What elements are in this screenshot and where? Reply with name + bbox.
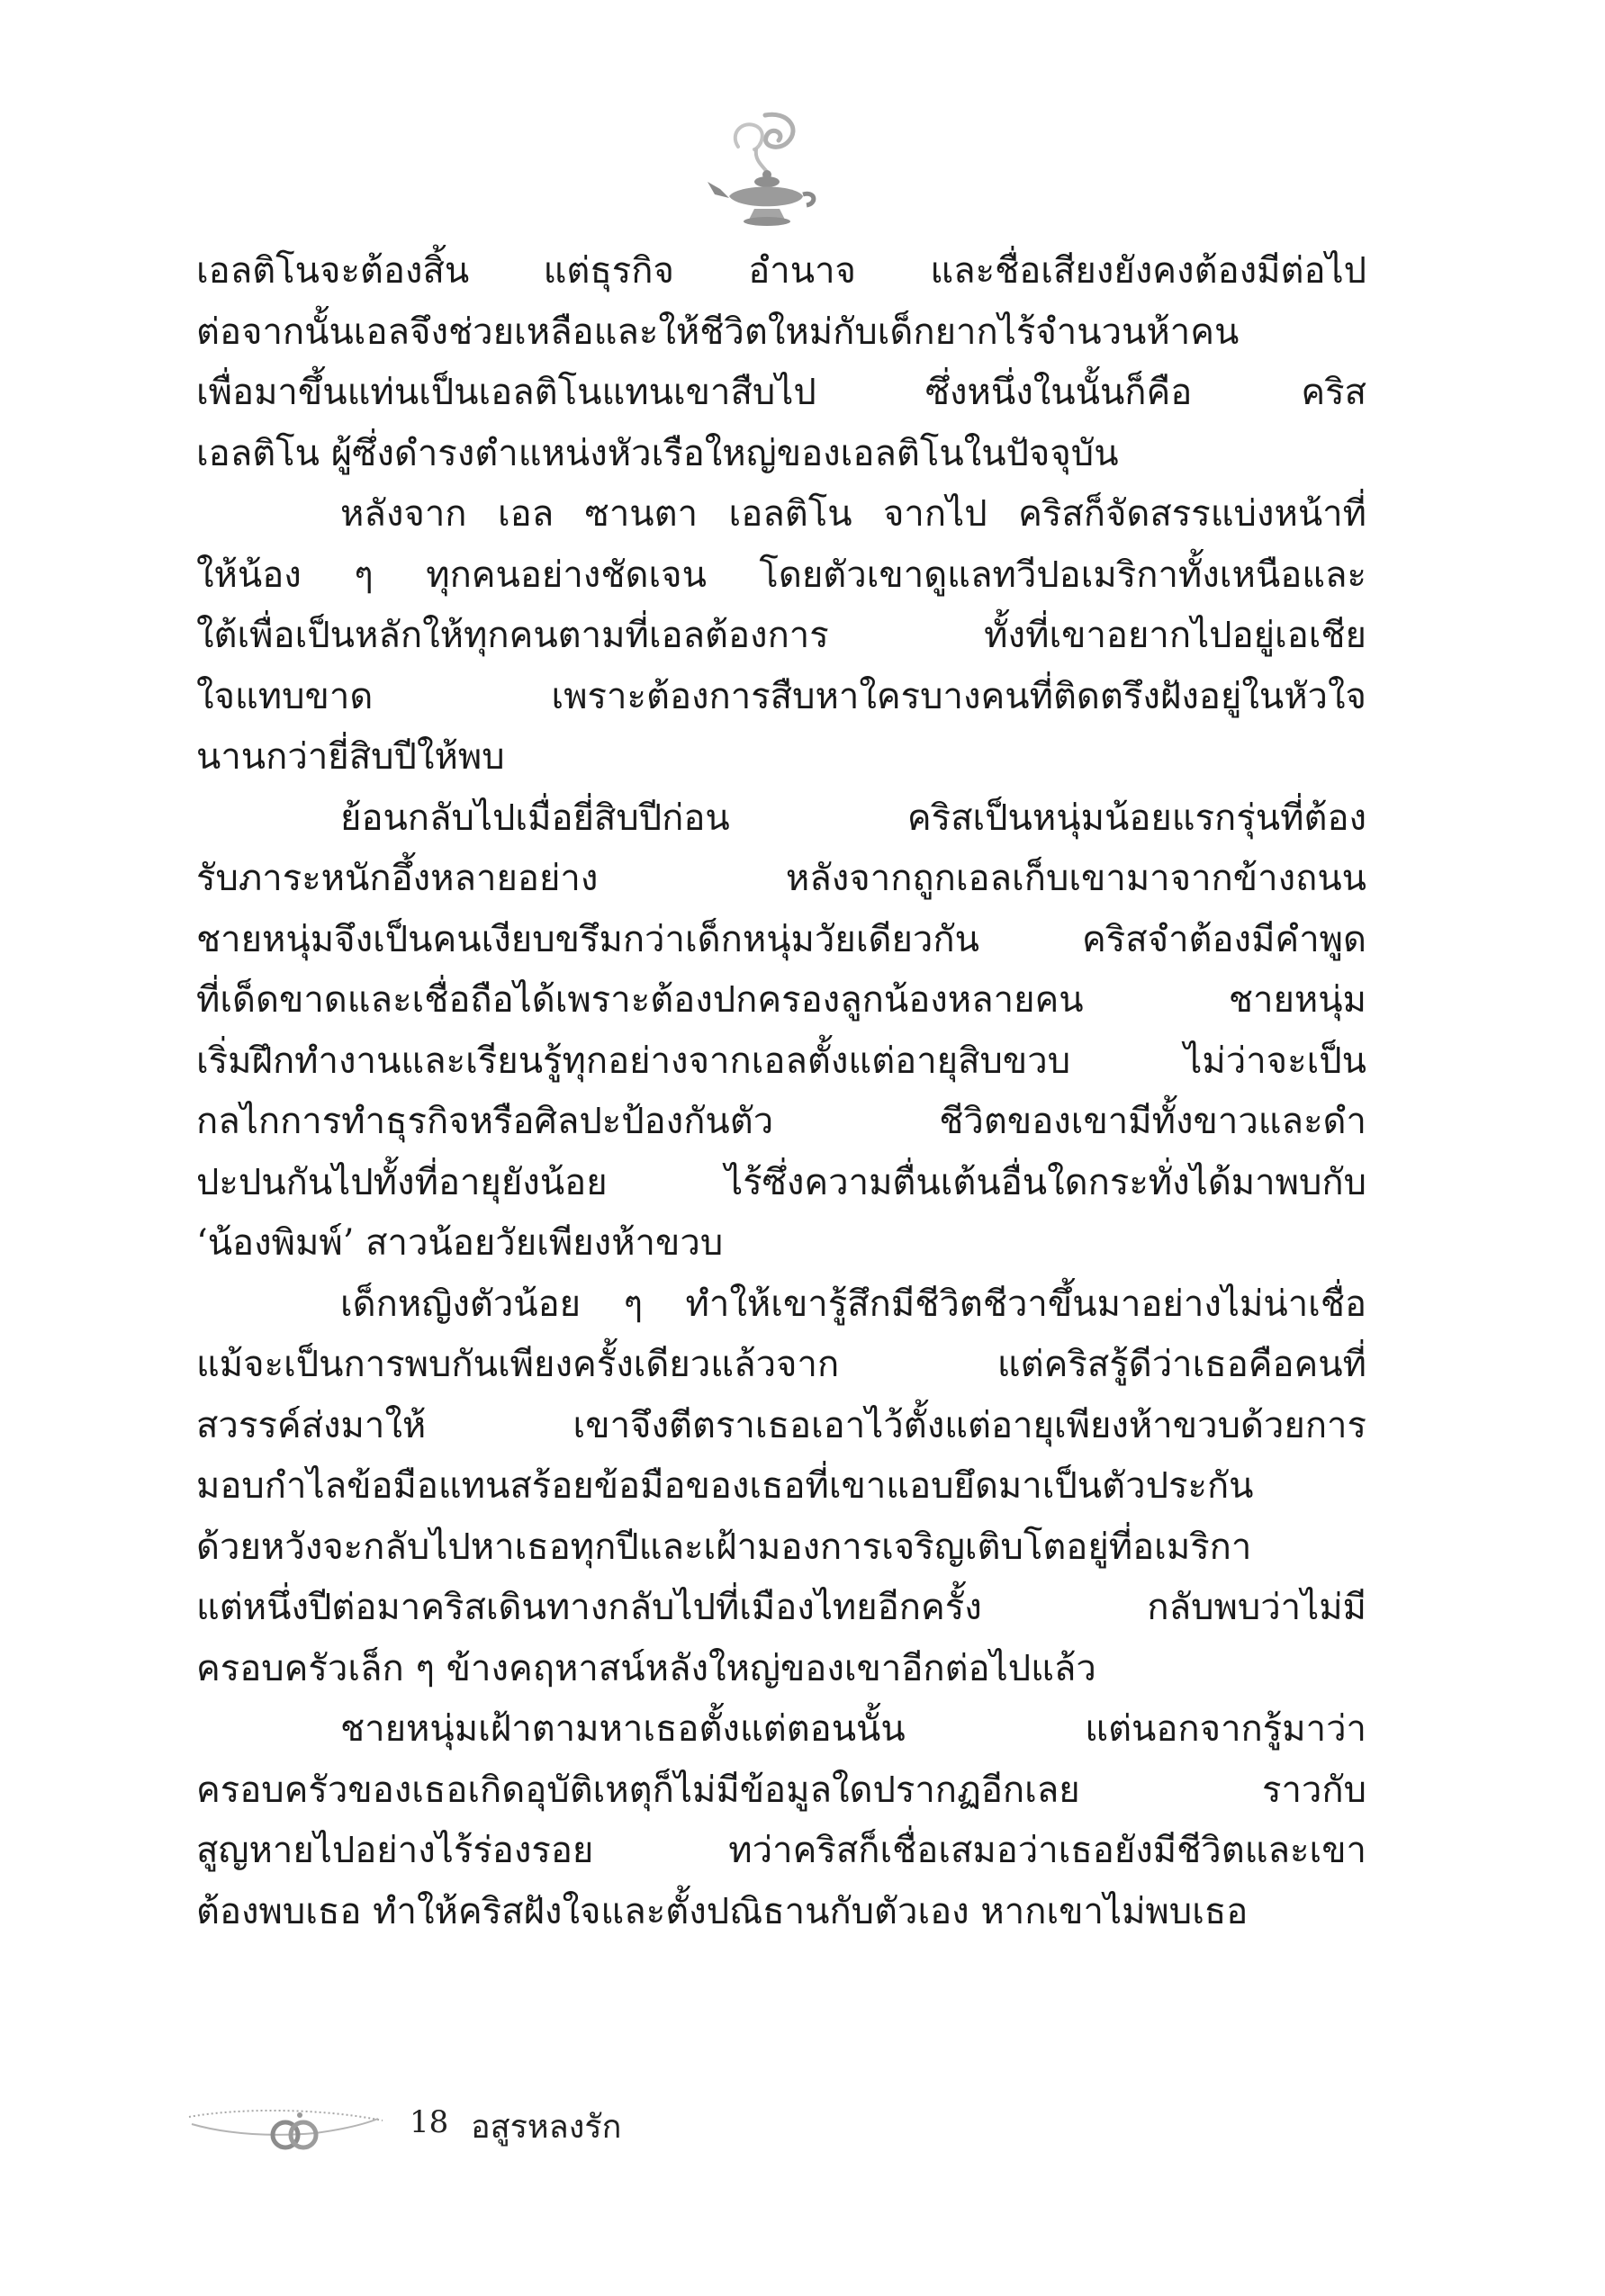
text-line: เพื่อมาขึ้นแท่นเป็นเอลติโนแทนเขาสืบไป ซึ่งหนึ่งในนั้นก็คือ คริส xyxy=(196,372,1366,413)
text-line: ต่อจากนั้นเอลจึงช่วยเหลือและให้ชีวิตใหม่กับเด็กยากไร้จำนวนห้าคน xyxy=(196,311,1240,353)
text-line: ปะปนกันไปทั้งที่อายุยังน้อย ไร้ซึ่งความตื่นเต้นอื่นใดกระทั่งได้มาพบกับ xyxy=(196,1161,1366,1203)
text-line: ‘น้องพิมพ์’ สาวน้อยวัยเพียงห้าขวบ xyxy=(196,1222,724,1264)
page-number: 18 xyxy=(410,2104,449,2140)
text-line: ชายหนุ่มจึงเป็นคนเงียบขรึมกว่าเด็กหนุ่มวัยเดียวกัน คริสจำต้องมีคำพูด xyxy=(196,918,1366,960)
book-title: อสูรหลงรัก xyxy=(471,2109,622,2146)
body-text xyxy=(196,241,1366,1942)
text-line: รับภาระหนักอึ้งหลายอย่าง หลังจากถูกเอลเก็บเขามาจากข้างถนน xyxy=(196,858,1366,899)
text-line: แม้จะเป็นการพบกันเพียงครั้งเดียวแล้วจาก แต่คริสรู้ดีว่าเธอคือคนที่ xyxy=(196,1344,1366,1385)
text-line: สวรรค์ส่งมาให้ เขาจึงตีตราเธอเอาไว้ตั้งแต่อายุเพียงห้าขวบด้วยการ xyxy=(196,1404,1366,1446)
text-line: ที่เด็ดขาดและเชื่อถือได้เพราะต้องปกครองลูกน้องหลายคน ชายหนุ่ม xyxy=(196,979,1366,1021)
paragraph xyxy=(196,241,1366,484)
page-footer xyxy=(185,2097,995,2160)
paragraph xyxy=(196,1699,1366,1942)
text-line: ต้องพบเธอ ทำให้คริสฝังใจและตั้งปณิธานกับตัวเอง หากเขาไม่พบเธอ xyxy=(196,1890,1249,1932)
text-line: ครอบครัวเล็ก ๆ ข้างคฤหาสน์หลังใหญ่ของเขาอีกต่อไปแล้ว xyxy=(196,1647,1096,1689)
text-line: กลไกการทำธุรกิจหรือศิลปะป้องกันตัว ชีวิตของเขามีทั้งขาวและดำ xyxy=(196,1101,1366,1142)
text-line: เอลติโนจะต้องสิ้น แต่ธุรกิจ อำนาจ และชื่อเสียงยังคงต้องมีต่อไป xyxy=(196,250,1366,292)
paragraph xyxy=(196,484,1366,788)
text-line: มอบกำไลข้อมือแทนสร้อยข้อมือของเธอที่เขาแอบยึดมาเป็นตัวประกัน xyxy=(196,1465,1254,1507)
paragraph xyxy=(196,788,1366,1274)
text-line: ชายหนุ่มเฝ้าตามหาเธอตั้งแต่ตอนนั้น แต่นอกจากรู้มาว่า xyxy=(340,1708,1366,1750)
magic-lamp-ornament-icon xyxy=(702,106,819,237)
text-line: ใจแทบขาด เพราะต้องการสืบหาใครบางคนที่ติดตรึงฝังอยู่ในหัวใจ xyxy=(196,675,1366,717)
text-line: ย้อนกลับไปเมื่อยี่สิบปีก่อน คริสเป็นหนุ่มน้อยแรกรุ่นที่ต้อง xyxy=(340,797,1366,839)
text-line: ให้น้อง ๆ ทุกคนอย่างชัดเจน โดยตัวเขาดูแลทวีปอเมริกาทั้งเหนือและ xyxy=(196,554,1366,596)
text-line: หลังจาก เอล ซานตา เอลติโน จากไป คริสก็จัดสรรแบ่งหน้าที่ xyxy=(340,493,1366,535)
text-line: ใต้เพื่อเป็นหลักให้ทุกคนตามที่เอลต้องการ ทั้งที่เขาอยากไปอยู่เอเชีย xyxy=(196,615,1366,656)
text-line: เอลติโน ผู้ซึ่งดำรงตำแหน่งหัวเรือใหญ่ของเอลติโนในปัจจุบัน xyxy=(196,432,1119,474)
paragraph xyxy=(196,1274,1366,1700)
bracelet-ornament-icon xyxy=(185,2097,387,2160)
text-line: สูญหายไปอย่างไร้ร่องรอย ทว่าคริสก็เชื่อเสมอว่าเธอยังมีชีวิตและเขา xyxy=(196,1830,1366,1871)
text-line: เริ่มฝึกทำงานและเรียนรู้ทุกอย่างจากเอลตั้งแต่อายุสิบขวบ ไม่ว่าจะเป็น xyxy=(196,1040,1366,1082)
text-line: แต่หนึ่งปีต่อมาคริสเดินทางกลับไปที่เมืองไทยอีกครั้ง กลับพบว่าไม่มี xyxy=(196,1587,1366,1628)
text-line: ด้วยหวังจะกลับไปหาเธอทุกปีและเฝ้ามองการเจริญเติบโตอยู่ที่อเมริกา xyxy=(196,1526,1252,1568)
text-line: เด็กหญิงตัวน้อย ๆ ทำให้เขารู้สึกมีชีวิตชีวาขึ้นมาอย่างไม่น่าเชื่อ xyxy=(340,1283,1366,1325)
text-line: นานกว่ายี่สิบปีให้พบ xyxy=(196,736,505,778)
text-line: ครอบครัวของเธอเกิดอุบัติเหตุก็ไม่มีข้อมูลใดปรากฏอีกเลย ราวกับ xyxy=(196,1769,1366,1811)
